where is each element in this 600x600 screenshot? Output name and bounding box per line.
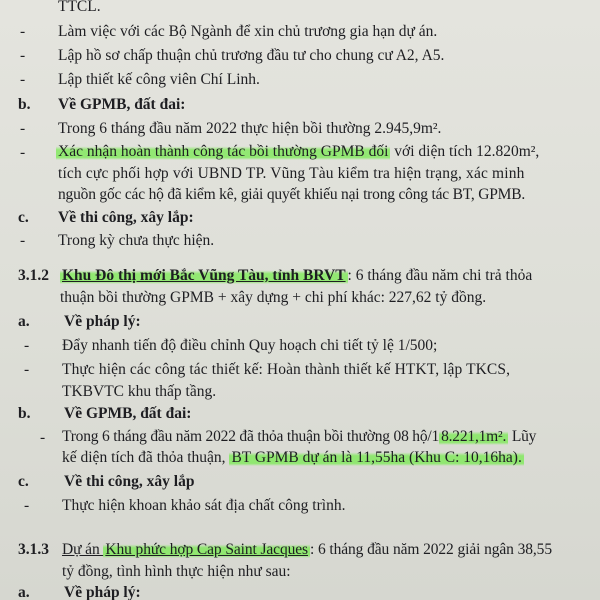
text-span: kế diện tích đã thỏa thuận,: [62, 449, 230, 466]
section-label: a.: [18, 313, 30, 330]
text-line: Đẩy nhanh tiến độ điều chỉnh Quy hoạch chi tiết tỷ lệ 1/500;: [62, 337, 438, 354]
section-label: a.: [18, 584, 30, 600]
bullet-dash: -: [20, 23, 26, 40]
text-line: thuận bồi thường GPMB + xây dựng + chi phí khác: 227,62 tỷ đồng.: [60, 289, 487, 306]
highlighted-title: Khu phức hợp Cap Saint Jacques: [105, 541, 308, 558]
text-line: tỷ đồng, tình hình thực hiện như sau:: [62, 563, 291, 580]
section-label: b.: [18, 405, 31, 422]
text-line: Làm việc với các Bộ Ngành để xin chủ trương gia hạn dự án.: [58, 23, 438, 40]
bullet-dash: -: [20, 47, 26, 64]
bullet-dash: -: [20, 120, 26, 137]
text-line: Lập thiết kế công viên Chí Linh.: [58, 71, 260, 88]
section-title: Về GPMB, đất đai:: [58, 96, 186, 113]
highlighted-text: BT GPMB dự án là 11,55ha (Khu C: 10,16ha).: [231, 449, 522, 466]
highlighted-text: Xác nhận hoàn thành công tác bồi thường GPMB đối: [58, 143, 389, 160]
text-line: tích cực phối hợp với UBND TP. Vũng Tàu kiểm tra hiện trạng, xác minh: [58, 165, 525, 182]
text-line: nguồn gốc các hộ đã kiểm kê, giải quyết khiếu nại trong công tác BT, GPMB.: [58, 186, 526, 203]
bullet-dash: -: [20, 71, 26, 88]
text-line: [62, 448, 524, 468]
text-line: TTCL.: [58, 0, 101, 15]
text-span: Lũy: [508, 428, 537, 445]
text-line: Thực hiện khoan khảo sát địa chất công trình.: [62, 497, 346, 514]
bullet-dash: -: [20, 144, 26, 161]
bullet-dash: -: [40, 429, 46, 446]
bullet-dash: -: [24, 497, 30, 514]
section-label: c.: [18, 209, 29, 226]
section-label: b.: [18, 96, 31, 113]
section-title: Về pháp lý:: [64, 584, 141, 600]
section-heading: [60, 266, 532, 286]
text-line: Trong 6 tháng đầu năm 2022 thực hiện bồi thường 2.945,9m².: [58, 120, 442, 137]
text-span: Dự án: [62, 541, 104, 558]
bullet-dash: -: [24, 361, 30, 378]
text-span: Trong 6 tháng đầu năm 2022 đã thỏa thuận bồi thường 08 hộ/1: [62, 428, 440, 445]
text-span: với diện tích 12.820m²,: [390, 143, 540, 160]
section-number: 3.1.3: [18, 541, 49, 558]
section-label: c.: [18, 473, 29, 490]
text-line: [62, 427, 536, 447]
bullet-dash: -: [24, 337, 30, 354]
text-span: : 6 tháng đầu năm 2022 giải ngân 38,55: [309, 541, 552, 558]
highlighted-title: Khu Đô thị mới Bắc Vũng Tàu, tỉnh BRVT: [62, 267, 346, 284]
section-heading: [62, 540, 552, 560]
text-line: TKBVTC khu thấp tầng.: [62, 383, 217, 400]
text-line: Lập hồ sơ chấp thuận chủ trương đầu tư cho chung cư A2, A5.: [58, 47, 445, 64]
section-title: Về pháp lý:: [64, 313, 141, 330]
text-line: Trong kỳ chưa thực hiện.: [58, 232, 215, 249]
section-title: Về thi công, xây lắp: [64, 473, 195, 490]
bullet-dash: -: [20, 232, 26, 249]
section-number: 3.1.2: [18, 267, 49, 284]
text-line: Thực hiện các công tác thiết kế: Hoàn thành thiết kế HTKT, lập TKCS,: [62, 361, 511, 378]
highlighted-text: 8.221,1m².: [441, 428, 507, 445]
text-line: [56, 142, 539, 162]
section-title: Về GPMB, đất đai:: [64, 405, 192, 422]
text-span: : 6 tháng đầu năm chi trả thỏa: [347, 267, 533, 284]
section-title: Về thi công, xây lắp:: [58, 209, 194, 226]
